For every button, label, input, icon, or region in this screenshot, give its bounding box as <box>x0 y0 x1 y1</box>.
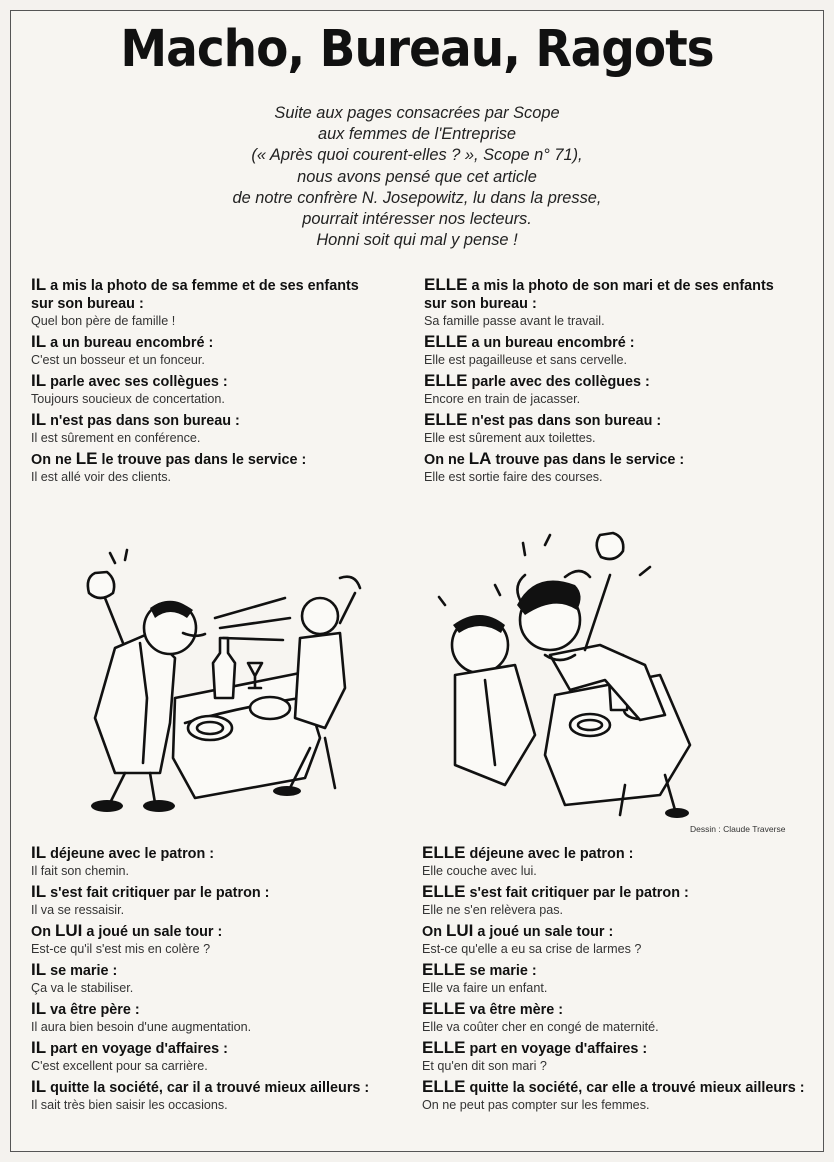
statement-response: Il va se ressaisir. <box>31 903 125 917</box>
statement-response: C'est excellent pour sa carrière. <box>31 1059 208 1073</box>
statement-item <box>31 1078 401 1114</box>
statement-text: s'est fait critiquer par le patron : <box>465 885 689 901</box>
subject-word: IL <box>31 1038 47 1057</box>
statement-text: déjeune avec le patron : <box>46 846 215 862</box>
angry-man-at-lunch-table-icon <box>55 548 385 833</box>
statement-item <box>422 1039 814 1075</box>
subject-word: LE <box>75 449 98 468</box>
angry-woman-at-lunch-table-icon <box>425 515 715 830</box>
statement-text: a mis la photo de son mari et de ses enfants sur son bureau : <box>424 278 774 312</box>
subject-word: ELLE <box>422 1077 466 1096</box>
subject-word: ELLE <box>422 882 466 901</box>
statement-response: Elle couche avec lui. <box>422 864 537 878</box>
intro-line: nous avons pensé que cet article <box>297 167 537 186</box>
statement-prefix: On ne <box>31 452 76 468</box>
subject-word: IL <box>31 371 47 390</box>
statement-item <box>424 276 784 330</box>
subject-word: IL <box>31 960 47 979</box>
statement-response: Elle est sûrement aux toilettes. <box>424 431 596 445</box>
statement-response: Ça va le stabiliser. <box>31 981 134 995</box>
intro-line: de notre confrère N. Josepowitz, lu dans la presse, <box>232 188 602 207</box>
intro-line: Honni soit qui mal y pense ! <box>316 231 518 250</box>
statement-text: a mis la photo de sa femme et de ses enfants sur son bureau : <box>31 278 359 312</box>
subject-word: ELLE <box>422 843 466 862</box>
subject-word: LUI <box>445 921 474 940</box>
statement-item <box>31 961 401 997</box>
statement-text: n'est pas dans son bureau : <box>467 413 662 429</box>
statement-text: quitte la société, car elle a trouvé mieux ailleurs : <box>465 1080 805 1096</box>
statement-response: Elle est sortie faire des courses. <box>424 470 603 484</box>
statement-response: Il fait son chemin. <box>31 864 129 878</box>
statement-text: n'est pas dans son bureau : <box>46 413 240 429</box>
statement-text: a joué un sale tour : <box>473 924 614 940</box>
illustration-credit: Dessin : Claude Traverse <box>690 824 786 834</box>
statement-response: Quel bon père de famille ! <box>31 314 176 328</box>
statement-text: se marie : <box>46 963 118 979</box>
intro-line: (« Après quoi courent-elles ? », Scope n° 71), <box>251 146 583 165</box>
statement-text: part en voyage d'affaires : <box>465 1041 648 1057</box>
bottom-left-column <box>31 844 401 1117</box>
statement-response: On ne peut pas compter sur les femmes. <box>422 1098 650 1112</box>
statement-item <box>422 883 814 919</box>
statement-response: Et qu'en dit son mari ? <box>422 1059 547 1073</box>
statement-response: Elle va faire un enfant. <box>422 981 548 995</box>
statement-text: le trouve pas dans le service : <box>97 452 307 468</box>
statement-response: Est-ce qu'elle a eu sa crise de larmes ? <box>422 942 642 956</box>
subject-word: IL <box>31 332 47 351</box>
subject-word: IL <box>31 1077 47 1096</box>
statement-item <box>422 922 814 958</box>
statement-prefix: On ne <box>424 452 469 468</box>
statement-item <box>422 1078 814 1114</box>
statement-response: Il est sûrement en conférence. <box>31 431 201 445</box>
statement-response: Elle ne s'en relèvera pas. <box>422 903 564 917</box>
statement-text: parle avec ses collègues : <box>46 374 228 390</box>
statement-text: va être mère : <box>465 1002 564 1018</box>
intro-line: pourrait intéresser nos lecteurs. <box>302 210 532 229</box>
statement-item <box>31 922 401 958</box>
article-title: Macho, Bureau, Ragots <box>120 19 714 80</box>
statement-response: Toujours soucieux de concertation. <box>31 392 225 406</box>
statement-item <box>31 1039 401 1075</box>
cartoon-drawing <box>425 515 715 825</box>
statement-response: Elle est pagailleuse et sans cervelle. <box>424 353 628 367</box>
statement-item <box>31 276 376 330</box>
intro-line: aux femmes de l'Entreprise <box>317 125 517 144</box>
subject-word: ELLE <box>424 332 468 351</box>
statement-text: quitte la société, car il a trouvé mieux ailleurs : <box>46 1080 370 1096</box>
statement-text: a un bureau encombré : <box>467 335 635 351</box>
statement-item <box>422 1000 814 1036</box>
statement-item <box>31 372 376 408</box>
statement-item <box>31 883 401 919</box>
statement-text: parle avec des collègues : <box>467 374 650 390</box>
bottom-right-column <box>422 844 814 1117</box>
statement-text: s'est fait critiquer par le patron : <box>46 885 270 901</box>
statement-prefix: On <box>422 924 446 940</box>
top-left-column <box>31 276 376 489</box>
statement-item <box>31 450 376 486</box>
cartoon-drawing <box>55 548 385 828</box>
subject-word: LUI <box>54 921 83 940</box>
subject-word: IL <box>31 410 47 429</box>
statement-item <box>31 333 376 369</box>
statement-text: trouve pas dans le service : <box>491 452 685 468</box>
statement-text: part en voyage d'affaires : <box>46 1041 228 1057</box>
statement-text: se marie : <box>465 963 537 979</box>
statement-response: Elle va coûter cher en congé de maternité. <box>422 1020 659 1034</box>
statement-item <box>424 411 784 447</box>
statement-item <box>422 844 814 880</box>
statement-response: Est-ce qu'il s'est mis en colère ? <box>31 942 211 956</box>
statement-item <box>424 450 784 486</box>
article-intro <box>180 103 654 251</box>
subject-word: ELLE <box>424 275 468 294</box>
statement-item <box>422 961 814 997</box>
subject-word: ELLE <box>422 1038 466 1057</box>
statement-text: a joué un sale tour : <box>82 924 223 940</box>
subject-word: LA <box>468 449 492 468</box>
statement-item <box>31 1000 401 1036</box>
statement-text: a un bureau encombré : <box>46 335 214 351</box>
statement-prefix: On <box>31 924 55 940</box>
subject-word: IL <box>31 882 47 901</box>
top-right-column <box>424 276 784 489</box>
statement-response: Il aura bien besoin d'une augmentation. <box>31 1020 252 1034</box>
intro-line: Suite aux pages consacrées par Scope <box>274 104 560 122</box>
subject-word: ELLE <box>422 960 466 979</box>
statement-response: C'est un bosseur et un fonceur. <box>31 353 205 367</box>
statement-item <box>424 372 784 408</box>
subject-word: IL <box>31 843 47 862</box>
subject-word: ELLE <box>422 999 466 1018</box>
subject-word: IL <box>31 275 47 294</box>
statement-response: Sa famille passe avant le travail. <box>424 314 605 328</box>
statement-response: Encore en train de jacasser. <box>424 392 581 406</box>
subject-word: IL <box>31 999 47 1018</box>
subject-word: ELLE <box>424 371 468 390</box>
statement-text: va être père : <box>46 1002 140 1018</box>
statement-text: déjeune avec le patron : <box>465 846 634 862</box>
statement-item <box>31 844 401 880</box>
statement-response: Il est allé voir des clients. <box>31 470 171 484</box>
statement-item <box>31 411 376 447</box>
statement-item <box>424 333 784 369</box>
subject-word: ELLE <box>424 410 468 429</box>
statement-response: Il sait très bien saisir les occasions. <box>31 1098 228 1112</box>
